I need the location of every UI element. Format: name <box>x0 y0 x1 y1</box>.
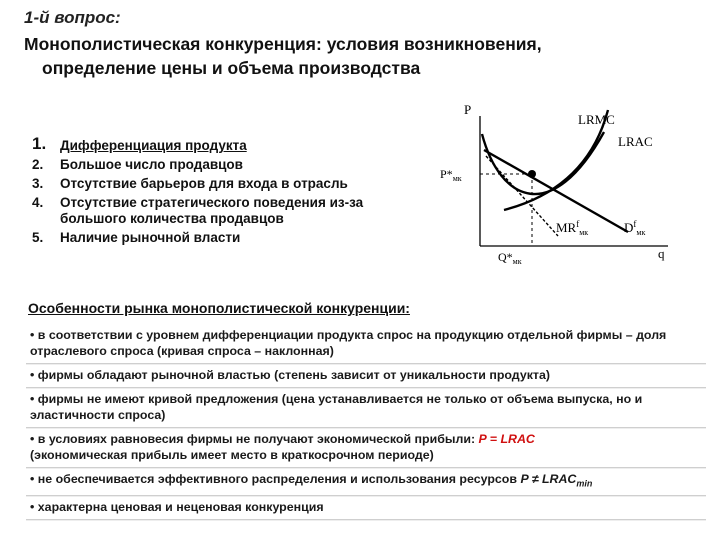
condition-item <box>32 176 422 192</box>
feature-item: • характерна ценовая и неценовая конкуренция <box>26 498 706 520</box>
feature-item: • фирмы не имеют кривой предложения (цена устанавливается не только от объема выпуска, но и эластичности спроса) <box>26 390 706 428</box>
equilibrium-quantity-label: $Q*_{мк}$ <box>498 250 522 266</box>
formula-p-not-equal-lrac: P ≠ LRAC <box>520 472 577 486</box>
condition-number: 1. <box>32 134 47 153</box>
condition-text: Большое число продавцов <box>60 157 243 172</box>
feature-item <box>26 430 706 468</box>
equilibrium-point <box>528 170 536 178</box>
condition-number: 4. <box>32 195 44 210</box>
formula-subscript: min <box>576 478 593 489</box>
slide-title-line1: Монополистическая конкуренция: условия возникновения, <box>24 34 542 54</box>
question-label: 1-й вопрос: <box>24 8 121 27</box>
slide-title-line2: определение цены и объема производства <box>42 58 421 78</box>
features-list <box>26 326 706 522</box>
condition-item <box>32 134 422 154</box>
formula-p-equals-lrac: P = LRAC <box>478 432 535 446</box>
feature-item: • фирмы обладают рыночной властью (степень зависит от уникальности продукта) <box>26 366 706 388</box>
condition-number: 5. <box>32 230 44 245</box>
marginal-revenue-curve <box>486 156 558 236</box>
x-axis-label: q <box>658 246 665 261</box>
feature-item <box>26 470 706 496</box>
equilibrium-price-label: $P*_{мк}$ <box>440 167 462 183</box>
feature-text-continued: (экономическая прибыль имеет место в краткосрочном периоде) <box>30 448 434 462</box>
lrac-label: LRAC <box>618 134 653 149</box>
condition-text: Наличие рыночной власти <box>60 230 241 245</box>
demand-label: $D^f_{мк}$ <box>624 219 646 237</box>
feature-text: • в условиях равновесия фирмы не получают экономической прибыли: <box>30 432 479 446</box>
condition-number: 2. <box>32 157 44 172</box>
condition-text: Отсутствие стратегического поведения из-за большого количества продавцов <box>60 195 364 226</box>
features-heading: Особенности рынка монополистической конкуренции: <box>28 300 410 316</box>
condition-text: Дифференциация продукта <box>60 138 247 153</box>
feature-item: • в соответствии с уровнем дифференциации продукта спрос на продукцию отдельной фирмы – доля отраслевого спроса (кривая спроса – наклонная) <box>26 326 706 364</box>
feature-text: • не обеспечивается эффективного распределения и использования ресурсов <box>30 472 521 486</box>
condition-item <box>32 230 422 246</box>
condition-text: Отсутствие барьеров для входа в отрасль <box>60 176 348 191</box>
condition-item <box>32 157 422 173</box>
condition-item <box>32 195 422 227</box>
condition-number: 3. <box>32 176 44 191</box>
y-axis-label: P <box>464 102 472 117</box>
lrmc-label: LRMC <box>578 112 615 127</box>
mr-label: $MR^f_{мк}$ <box>556 219 589 237</box>
conditions-list <box>32 134 422 249</box>
monopolistic-competition-graph <box>432 98 682 268</box>
